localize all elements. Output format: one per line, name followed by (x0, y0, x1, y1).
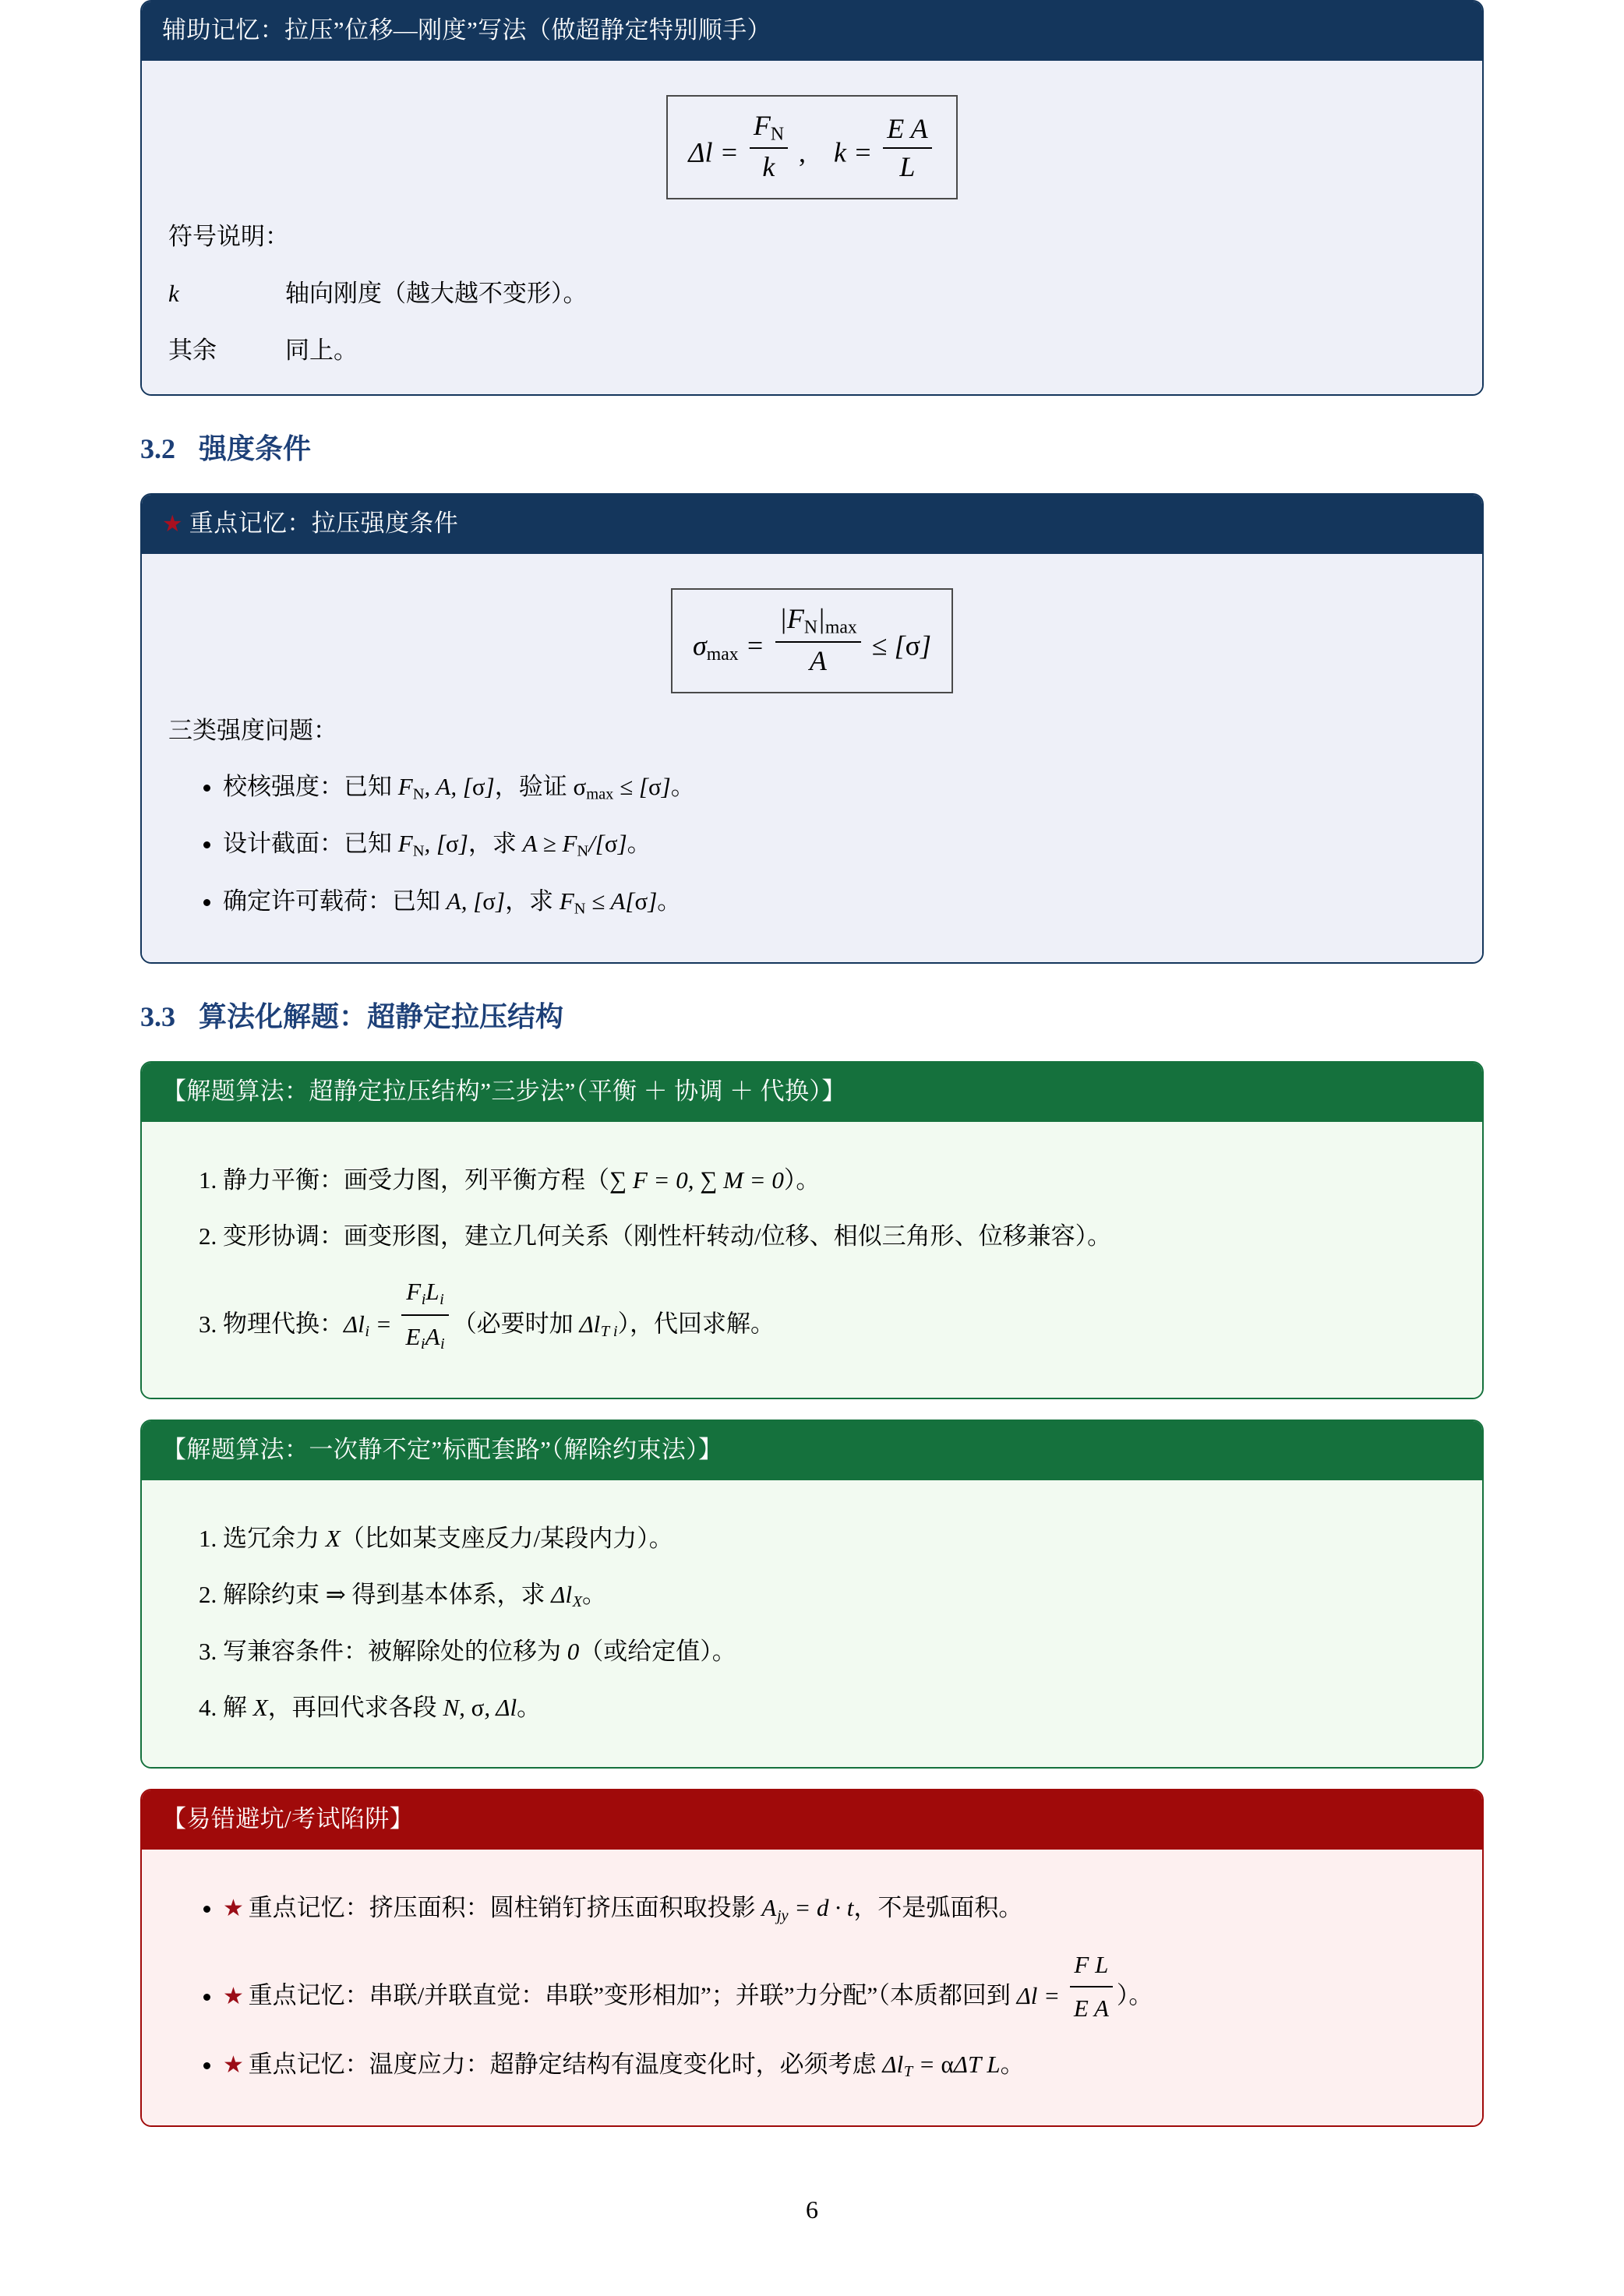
list-item: 2. 变形协调：画变形图，建立几何关系（刚性杆转动/位移、相似三角形、位移兼容）。 (223, 1217, 1456, 1256)
strength-problems-lead: 三类强度问题： (168, 716, 337, 744)
section-heading-3-3 (140, 995, 1484, 1035)
strength-condition-box (140, 493, 1484, 965)
section-title: 强度条件 (199, 432, 312, 464)
strength-problem-list (168, 767, 1456, 922)
section-number: 3.3 (140, 1001, 175, 1033)
star-icon: ★ (162, 511, 183, 537)
section-number: 3.2 (140, 432, 175, 464)
algorithm-indeterminate-box-title: 【解题算法：一次静不定”标配套路”（解除约束法）】 (142, 1421, 1482, 1480)
strength-condition-box-title (142, 495, 1482, 555)
list-item: • 确定许可载荷：已知 A, [σ]，求 FN ≤ A[σ]。 (223, 882, 1456, 922)
page-number: 6 (806, 2195, 818, 2224)
symbol-definition: 同上。 (285, 337, 358, 365)
strength-condition-title-text: 重点记忆：拉压强度条件 (189, 509, 459, 537)
star-icon: ★ (223, 1983, 244, 2009)
section-heading-3-2 (140, 427, 1484, 467)
algorithm-indeterminate-list (168, 1519, 1456, 1726)
symbol-term: 其余 (168, 337, 217, 365)
memory-aid-box (140, 0, 1484, 396)
list-item: • 校核强度：已知 FN, A, [σ]，验证 σmax ≤ [σ]。 (223, 767, 1456, 807)
pitfalls-box-title: 【易错避坑/考试陷阱】 (142, 1790, 1482, 1850)
list-item: 3. 物理代换：$\Delta l_i$ = $\frac{F_iL_i}{E_iA_i}$ （必要时加 $\Delta l_{T i}$），代回求解。 (223, 1272, 1456, 1357)
symbol-term: k (168, 280, 179, 308)
list-item: 3. 写兼容条件：被解除处的位移为 0（或给定值）。 (223, 1632, 1456, 1671)
memory-aid-box-body (142, 61, 1482, 394)
stiffness-formula: Δl = $\frac{FN}{k}$ , k = $\frac{\text{E A}}{L}$ (666, 95, 957, 199)
algorithm-three-step-box-body (142, 1122, 1482, 1398)
symbol-row (168, 273, 1456, 313)
section-title: 算法化解题：超静定拉压结构 (199, 1001, 564, 1033)
list-item: 2. 解除约束 ⇒ 得到基本体系，求 $\Delta l_X$。 (223, 1575, 1456, 1615)
pitfalls-list (168, 1889, 1456, 2085)
stiffness-formula-display (168, 95, 1456, 199)
symbol-explanation-heading: 符号说明： (168, 223, 289, 251)
algorithm-three-step-box-title: 【解题算法：超静定拉压结构”三步法”（平衡 ＋ 协调 ＋ 代换）】 (142, 1063, 1482, 1122)
list-item: • ★ 重点记忆：串联/并联直觉：串联”变形相加”；并联”力分配”（本质都回到 Δl = $\frac{\text{F L}}{\text{E A}}$ ）。 (223, 1945, 1456, 2027)
star-icon: ★ (223, 1895, 244, 1921)
pitfalls-box (140, 1789, 1484, 2127)
memory-aid-box-title: 辅助记忆：拉压”位移—刚度”写法（做超静定特别顺手） (142, 2, 1482, 61)
strength-formula: σmax = $\frac{|FN|\max}{A}$ ≤ [σ] (671, 588, 953, 693)
algorithm-three-step-box (140, 1061, 1484, 1399)
symbol-definition: 轴向刚度（越大越不变形）。 (285, 280, 588, 308)
algorithm-indeterminate-box (140, 1420, 1484, 1769)
list-item: 1. 静力平衡：画受力图，列平衡方程（∑ F = 0, ∑ M = 0）。 (223, 1161, 1456, 1200)
algorithm-three-step-list (168, 1161, 1456, 1357)
star-icon: ★ (223, 2051, 244, 2078)
strength-formula-display (168, 588, 1456, 693)
list-item: • ★ 重点记忆：挤压面积：圆柱销钉挤压面积取投影 $A_{jy} = d \cdot t$，不是弧面积。 (223, 1889, 1456, 1928)
list-item: • 设计截面：已知 FN, [σ]，求 A ≥ FN/[σ]。 (223, 824, 1456, 864)
symbol-row (168, 330, 1456, 370)
list-item: • ★ 重点记忆：温度应力：超静定结构有温度变化时，必须考虑 $\Delta l_T = \alpha\Delta T$ L。 (223, 2045, 1456, 2085)
list-item: 1. 选冗余力 X（比如某支座反力/某段内力）。 (223, 1519, 1456, 1558)
list-item: 4. 解 X，再回代求各段 N, σ, Δl。 (223, 1688, 1456, 1727)
strength-condition-box-body (142, 554, 1482, 962)
pitfalls-box-body (142, 1850, 1482, 2125)
algorithm-indeterminate-box-body (142, 1480, 1482, 1767)
